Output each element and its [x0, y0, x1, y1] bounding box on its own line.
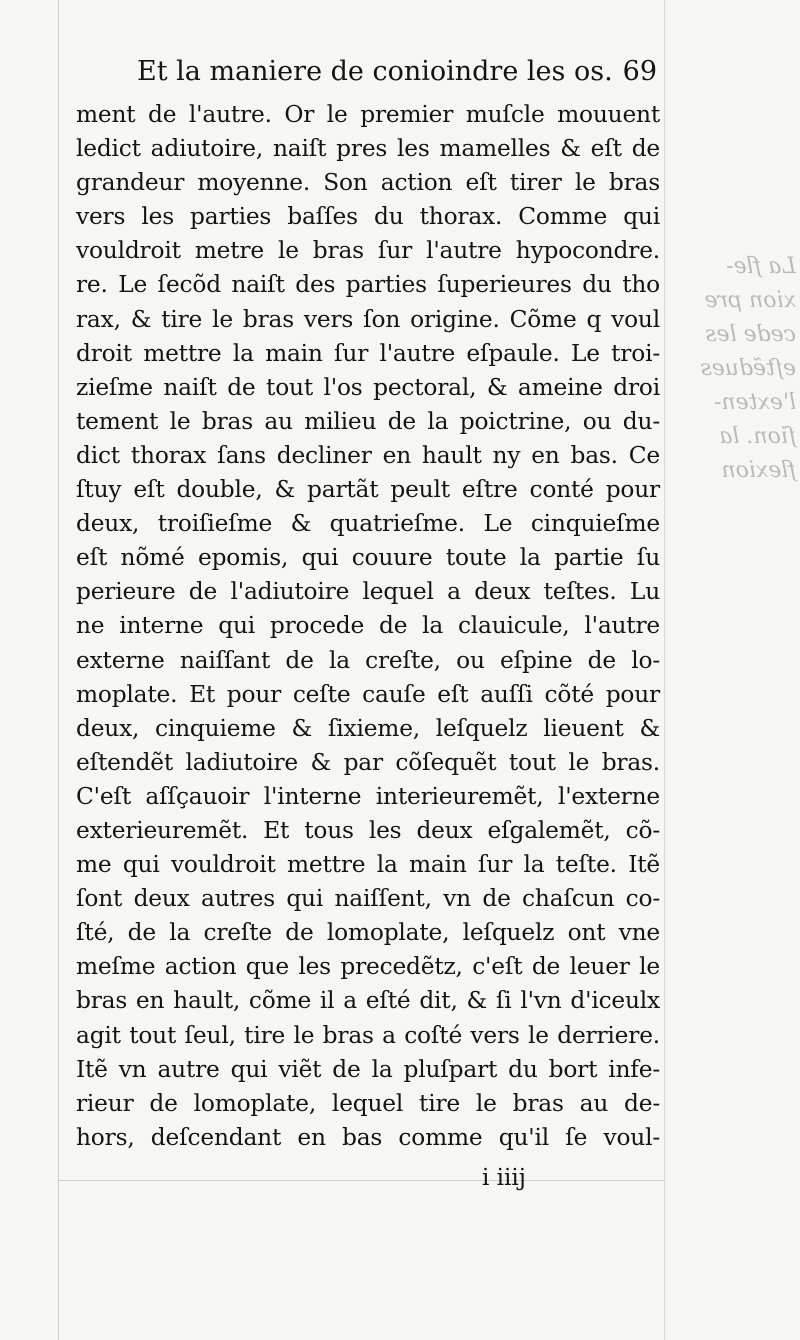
page-number: 69: [622, 56, 657, 87]
text-line: droit mettre la main ſur l'autre eſpaule. Le troi-: [76, 339, 660, 367]
text-line: ne interne qui procede de la clauicule, l'autre: [76, 612, 660, 640]
text-line: deux, troiſieſme & quatrieſme. Le cinquieſme: [76, 510, 660, 538]
text-line: me qui vouldroit mettre la main ſur la teſte. Itẽ: [76, 851, 660, 879]
running-header: [137, 52, 667, 92]
text-line: ſté, de la creſte de lomoplate, leſquelz ont vne: [76, 919, 660, 947]
page-guide-line-right: [664, 0, 665, 1340]
text-line: ſont deux autres qui naiſſent, vn de chaſcun co-: [76, 885, 660, 913]
text-line: Itẽ vn autre qui viẽt de la pluſpart du bort infe-: [76, 1055, 660, 1083]
text-line: vouldroit metre le bras ſur l'autre hypocondre.: [76, 237, 660, 265]
running-title: Et la maniere de conioindre les os.: [137, 56, 613, 87]
bleed-through-margin-note: [676, 250, 796, 488]
text-line: dict thorax ſans decliner en hault ny en bas. Ce: [76, 441, 660, 469]
text-line: C'eſt aſſçauoir l'interne interieuremẽt, l'externe: [76, 782, 660, 810]
text-line: rieur de lomoplate, lequel tire le bras au de-: [76, 1089, 660, 1117]
page-guide-line-bottom: [58, 1180, 664, 1181]
bleed-line: flexion: [721, 458, 796, 483]
bleed-line: l'exten-: [714, 390, 796, 415]
text-line: rax, & tire le bras vers ſon origine. Cõme q voul: [76, 305, 660, 333]
text-line: re. Le ſecõd naiſt des parties ſuperieures du tho: [76, 271, 660, 299]
bleed-line: eſtẽdues: [700, 356, 796, 381]
bleed-line: xion pre: [704, 288, 796, 313]
text-line: vers les parties baſſes du thorax. Comme qui: [76, 203, 660, 231]
text-line: grandeur moyenne. Son action eſt tirer le bras: [76, 169, 660, 197]
text-line: tement le bras au milieu de la poictrine, ou du-: [76, 407, 660, 435]
text-line: hors, deſcendant en bas comme qu'il ſe voul-: [76, 1123, 660, 1151]
bleed-line: cede les: [705, 322, 796, 347]
page-guide-line-left: [58, 0, 59, 1340]
body-text: [76, 98, 660, 1155]
text-line: eſtendẽt ladiutoire & par cõſequẽt tout le bras.: [76, 748, 660, 776]
text-line: ſtuy eſt double, & partãt peult eſtre conté pour: [76, 476, 660, 504]
text-line: ment de l'autre. Or le premier muſcle mouuent: [76, 101, 660, 128]
text-line: deux, cinquieme & ſixieme, leſquelz lieuent &: [76, 714, 660, 742]
text-line: moplate. Et pour ceſte cauſe eſt auſſi cõté pour: [76, 680, 660, 708]
text-line: perieure de l'adiutoire lequel a deux teſtes. Lu: [76, 578, 660, 606]
bleed-line: La fle-: [726, 254, 796, 279]
text-line: exterieuremẽt. Et tous les deux eſgalemẽt, cõ-: [76, 816, 660, 844]
signature-mark: i iiij: [482, 1165, 526, 1191]
text-line: ledict adiutoire, naiſt pres les mamelles & eſt de: [76, 135, 660, 163]
text-line: agit tout ſeul, tire le bras a coſté vers le derriere.: [76, 1021, 660, 1049]
bleed-line: ſion. la: [719, 424, 796, 449]
text-line: bras en hault, cõme il a eſté dit, & ſi l'vn d'iceulx: [76, 987, 660, 1015]
text-line: externe naiſſant de la creſte, ou eſpine de lo-: [76, 646, 660, 674]
text-line: eſt nõmé epomis, qui couure toute la partie ſu: [76, 544, 660, 572]
text-line: meſme action que les precedẽtz, c'eſt de leuer le: [76, 953, 660, 981]
text-line: zieſme naiſt de tout l'os pectoral, & ameine droi: [76, 373, 660, 401]
